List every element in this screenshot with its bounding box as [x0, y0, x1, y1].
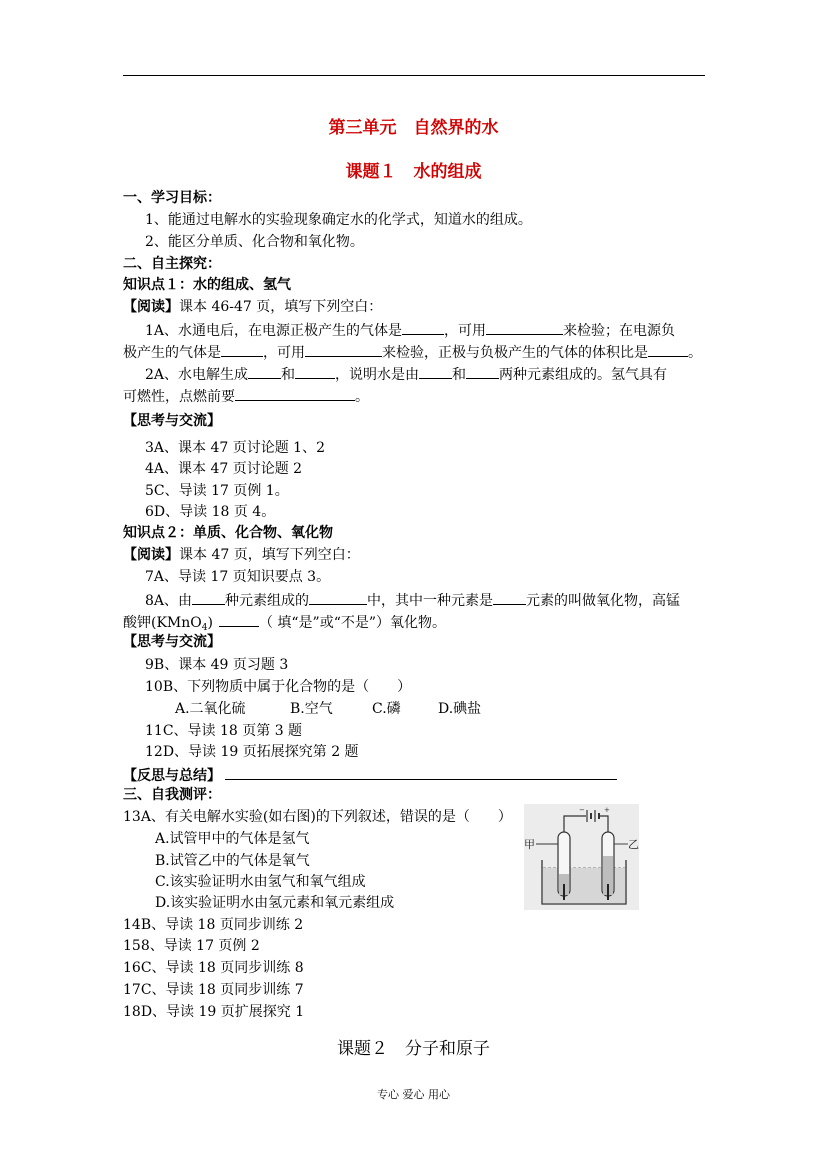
question-text: 两种元素组成的。氢气具有 — [499, 367, 668, 383]
answer-blank[interactable] — [192, 590, 225, 605]
answer-blank[interactable] — [295, 364, 335, 379]
answer-blank[interactable] — [221, 342, 263, 357]
section-heading-goals: 一、学习目标： — [123, 190, 221, 206]
option-item: A.试管甲中的气体是氢气 — [155, 831, 310, 847]
read-instruction — [123, 298, 382, 316]
page-footer: 专心 爱心 用心 — [377, 1088, 450, 1101]
option-item: C.该实验证明水由氢气和氧气组成 — [155, 874, 366, 890]
goal-item: 1、能通过电解水的实验现象确定水的化学式，知道水的组成。 — [145, 212, 532, 228]
answer-blank[interactable] — [419, 364, 452, 379]
list-item: 3A、课本 47 页讨论题 1、2 — [145, 440, 325, 456]
read-tag: 【阅读】 — [123, 299, 179, 315]
list-item: 18D、导读 19 页扩展探究 1 — [123, 1004, 305, 1020]
answer-blank[interactable] — [402, 320, 444, 335]
question-2a-line1 — [145, 364, 667, 384]
question-text: 和 — [452, 367, 467, 383]
option-item: D.碘盐 — [438, 701, 482, 717]
answer-blank[interactable] — [493, 590, 526, 605]
question-text: 。 — [355, 389, 369, 405]
question-text: （ 填“是”或“不是”）氧化物。 — [258, 615, 447, 631]
knowledge-point-heading: 知识点２：单质、化合物、氧化物 — [123, 525, 333, 541]
reflect-summary — [123, 765, 617, 785]
header-rule — [123, 75, 705, 76]
read-text: 课本 46-47 页，填写下列空白： — [179, 299, 383, 315]
option-item: A.二氧化硫 — [175, 701, 246, 717]
list-item: 9B、课本 49 页习题 3 — [145, 657, 289, 673]
question-1a-line2 — [123, 342, 702, 362]
read-instruction — [123, 546, 360, 564]
think-discuss-heading: 【思考与交流】 — [123, 413, 221, 429]
list-item: 16C、导读 18 页同步训练 8 — [123, 960, 304, 976]
svg-text:+: + — [604, 806, 610, 814]
answer-blank[interactable] — [309, 590, 367, 605]
question-text: 中，其中一种元素是 — [367, 593, 494, 609]
electrolysis-apparatus-figure — [524, 804, 639, 910]
unit-title: 第三单元 自然界的水 — [328, 118, 499, 138]
question-text: 和 — [281, 367, 296, 383]
question-text: 来检验；在电源负 — [563, 323, 676, 339]
list-item: 17C、导读 18 页同步训练 7 — [123, 982, 304, 998]
question-text: 2A、水电解生成 — [145, 367, 249, 383]
option-item: B.试管乙中的气体是氧气 — [155, 853, 310, 869]
think-discuss-heading: 【思考与交流】 — [123, 634, 221, 650]
figure-label-left: 甲 — [524, 838, 535, 851]
section-heading-explore: 二、自主探究： — [123, 256, 221, 272]
lesson-title: 课题１ 水的组成 — [345, 162, 482, 182]
section-heading-assessment: 三、自我测评： — [123, 787, 221, 803]
list-item: 12D、导读 19 页拓展探究第 2 题 — [145, 744, 359, 760]
list-item: 7A、导读 17 页知识要点 3。 — [145, 569, 331, 585]
question-1a-line1 — [145, 320, 675, 340]
question-13: 13A、有关电解水实验(如右图)的下列叙述，错误的是（ ） — [123, 809, 512, 825]
answer-blank[interactable] — [219, 612, 259, 627]
question-text: 种元素组成的 — [225, 593, 310, 609]
list-item: 158、导读 17 页例 2 — [123, 938, 260, 954]
question-text: 来检验，正极与负极产生的气体的体积比是 — [382, 345, 648, 361]
list-item: 6D、导读 18 页 4。 — [145, 504, 276, 520]
answer-blank[interactable] — [466, 364, 499, 379]
answer-blank[interactable] — [648, 342, 688, 357]
list-item: 4A、课本 47 页讨论题 2 — [145, 461, 303, 477]
reflect-heading: 【反思与总结】 — [123, 768, 221, 784]
question-text: 8A、由 — [145, 593, 193, 609]
option-item: C.磷 — [372, 701, 401, 717]
option-item: B.空气 — [290, 701, 333, 717]
list-item: 11C、导读 18 页第 3 题 — [145, 723, 303, 739]
answer-blank[interactable] — [486, 320, 563, 335]
next-lesson-title: 课题２ 分子和原子 — [337, 1039, 490, 1059]
question-10: 10B、下列物质中属于化合物的是（ ） — [145, 679, 412, 695]
option-item: D.该实验证明水由氢元素和氧元素组成 — [155, 895, 395, 911]
answer-blank[interactable] — [305, 342, 382, 357]
answer-blank[interactable] — [225, 765, 617, 780]
question-text: 1A、水通电后，在电源正极产生的气体是 — [145, 323, 403, 339]
question-text: 元素的叫做氧化物，高锰 — [526, 593, 681, 609]
question-text: 酸钾(KMnO — [123, 615, 202, 631]
read-text: 课本 47 页，填写下列空白： — [179, 547, 360, 563]
question-text: ，说明水是由 — [335, 367, 420, 383]
question-2a-line2 — [123, 386, 369, 406]
knowledge-point-heading: 知识点１：水的组成、氢气 — [123, 277, 291, 293]
question-text: ，可用 — [444, 323, 487, 339]
answer-blank[interactable] — [248, 364, 281, 379]
question-text: 可燃性，点燃前要 — [123, 389, 235, 405]
question-text: 极产生的气体是 — [123, 345, 221, 361]
answer-blank[interactable] — [235, 386, 355, 401]
subscript: 4 — [201, 623, 208, 633]
figure-label-right: 乙 — [628, 838, 639, 851]
list-item: 14B、导读 18 页同步训练 2 — [123, 917, 304, 933]
read-tag: 【阅读】 — [123, 547, 179, 563]
question-8a-line1 — [145, 590, 680, 610]
goal-item: 2、能区分单质、化合物和氧化物。 — [145, 234, 364, 250]
list-item: 5C、导读 17 页例 1。 — [145, 483, 289, 499]
svg-text:−: − — [579, 806, 585, 814]
question-text: 。 — [688, 345, 702, 361]
question-text: ) — [207, 615, 213, 631]
question-text: ，可用 — [263, 345, 305, 361]
